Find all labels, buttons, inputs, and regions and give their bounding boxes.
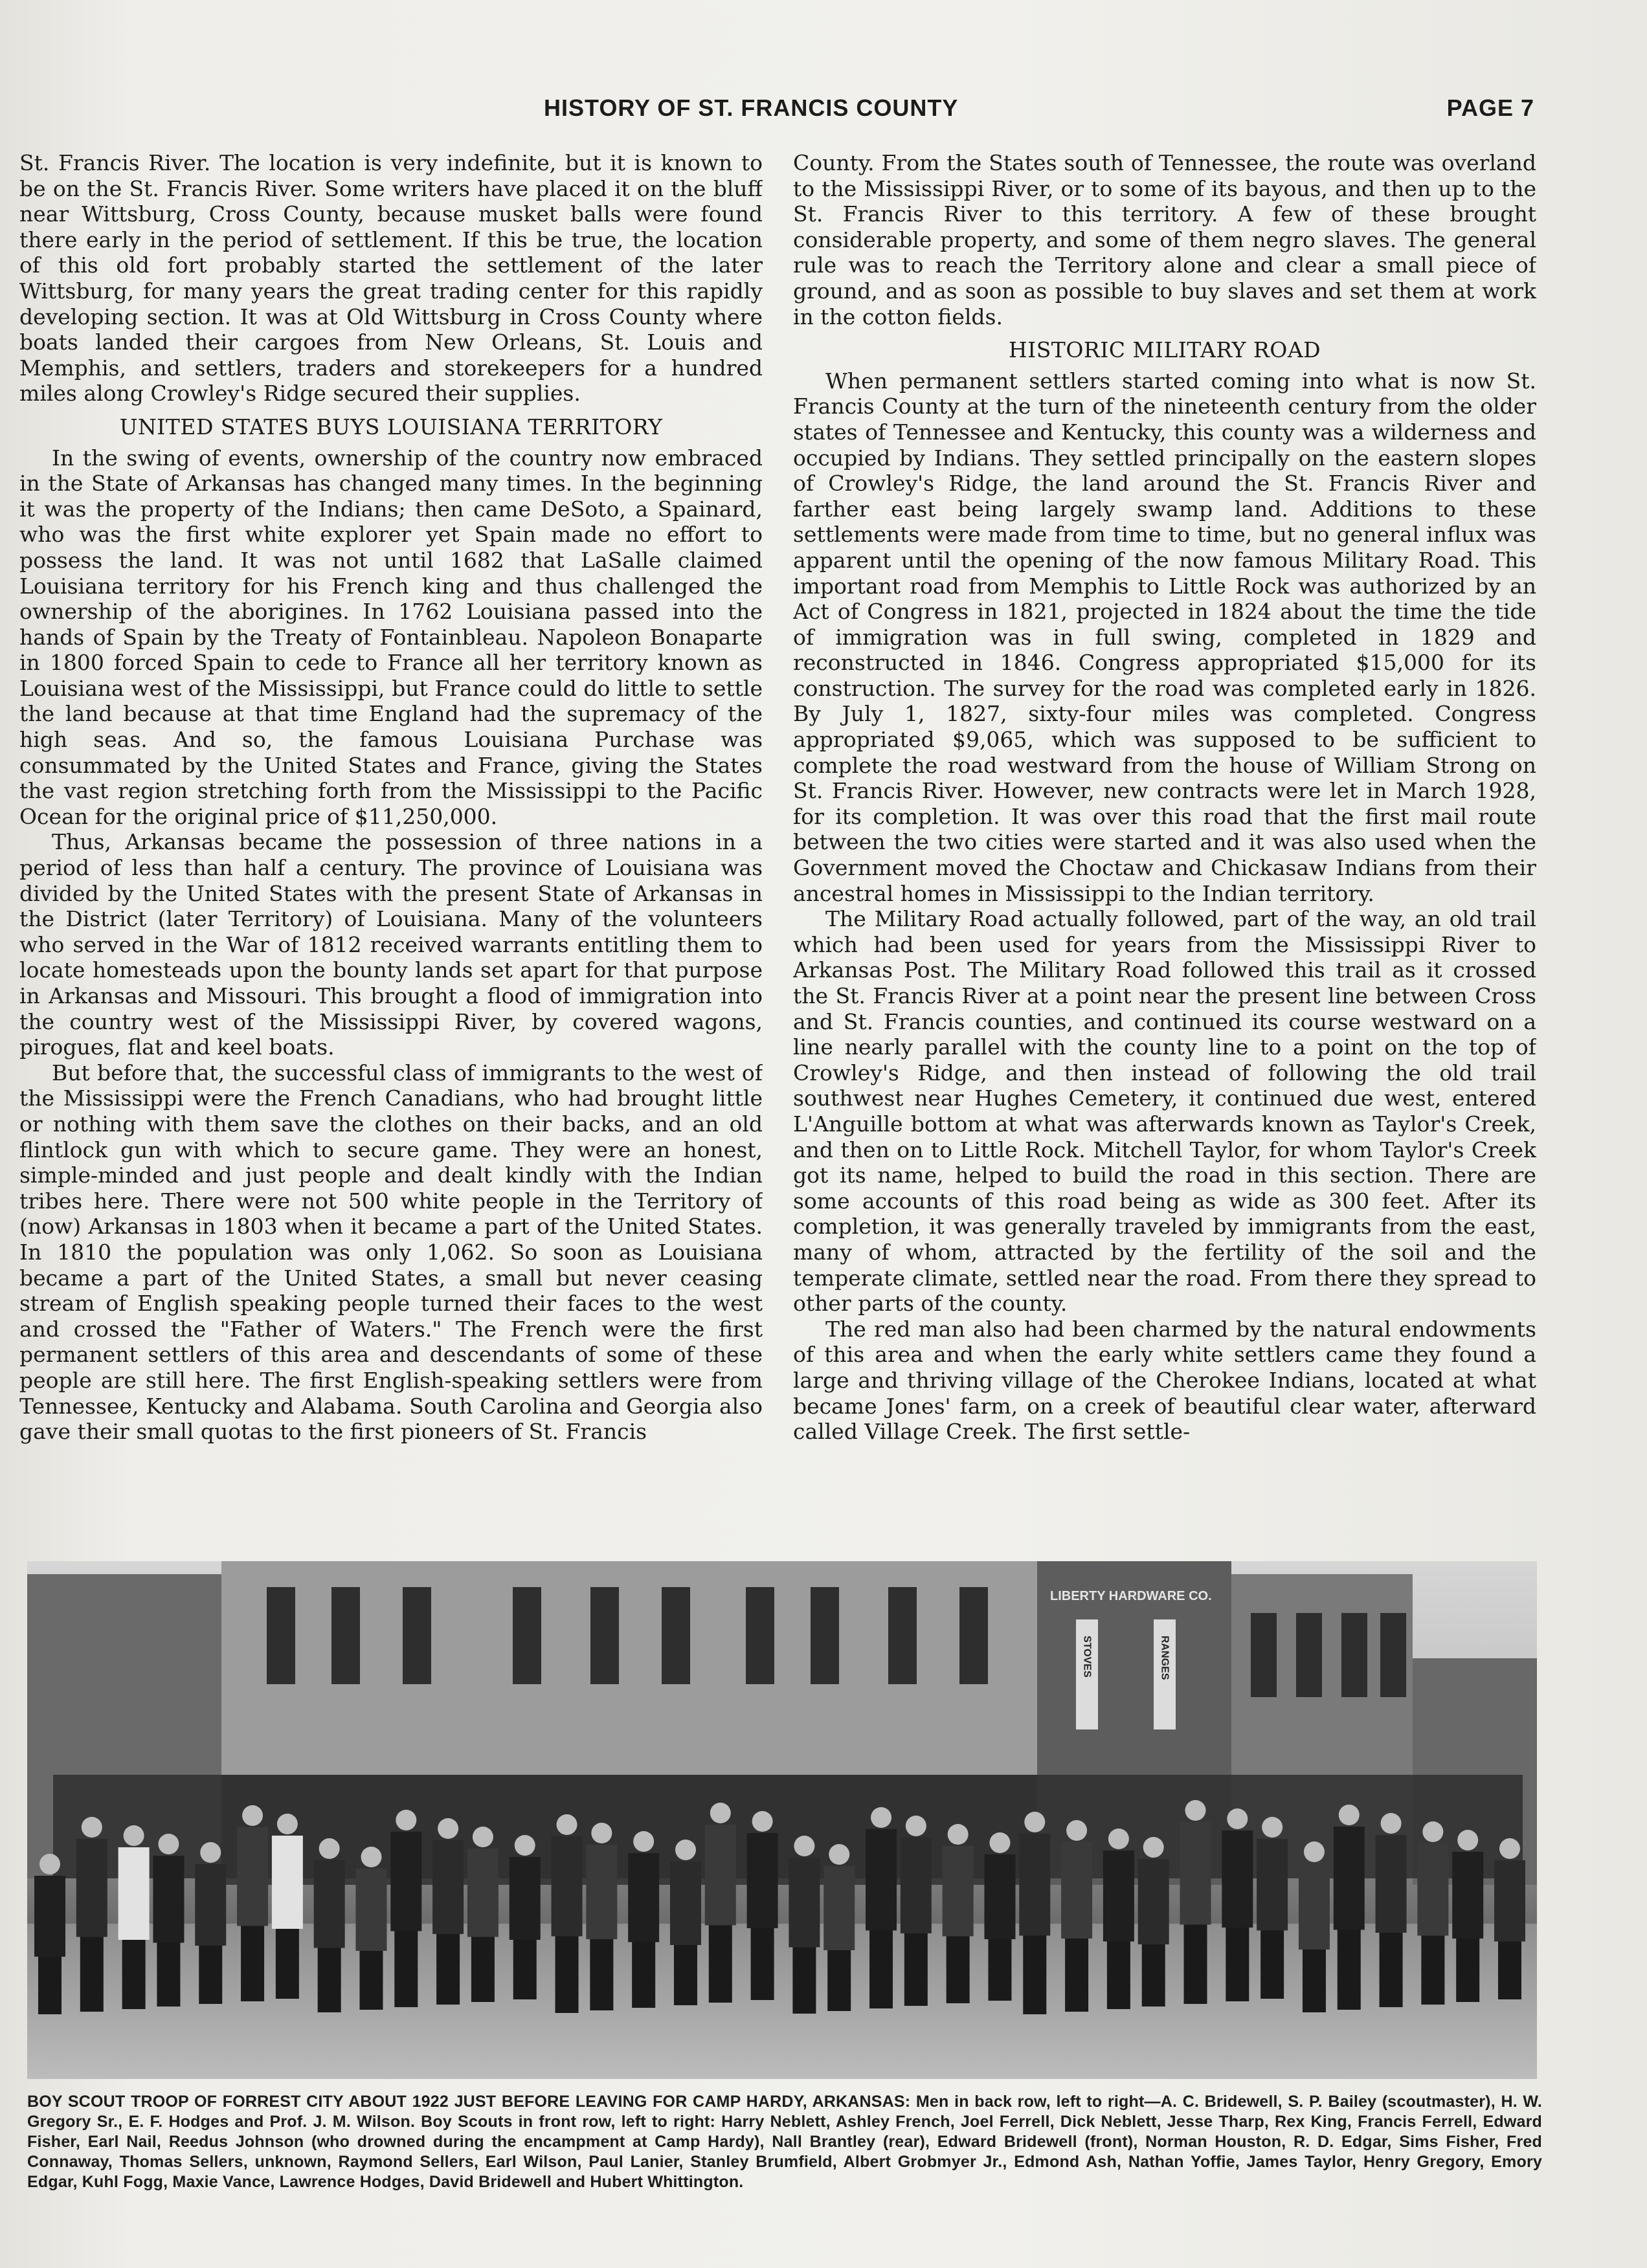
paragraph: The Military Road actually followed, part of the way, an old trail which had been used for years from the Mississippi River to Arkansas Post. The Military Road followed this trail as it crossed the St. Francis River at a point near the present line between Cross and St. Francis counties, and continued its course westward on a line nearly parallel with the county line to a point on the top of Crowley's Ridge, and then instead of following the old trail southwest near Hughes Cemetery, it continued due west, entered L'Anguille bottom at what was afterwards known as Taylor's Creek, and then on to Little Rock. Mitchell Taylor, for whom Taylor's Creek got its name, helped to build the road in this section. There are some accounts of this road being as wide as 300 feet. After its completion, it was generally traveled by immigrants from the east, many of whom, attracted by the fertility of the soil and the temperate climate, settled near the road. From there they spread to other parts of the county. — [793, 906, 1536, 1317]
boy-scout-troop-photo — [27, 1561, 1537, 2079]
scout-figure — [1299, 1841, 1330, 2012]
scout-figure — [1061, 1820, 1092, 2012]
scout-figure — [153, 1834, 184, 2007]
scout-figure — [1334, 1805, 1365, 2010]
scout-figure — [1138, 1837, 1169, 2007]
scout-figure — [1222, 1808, 1253, 2001]
scout-figure — [824, 1844, 855, 2011]
page-header — [19, 89, 1534, 128]
photo-caption: BOY SCOUT TROOP OF FORREST CITY ABOUT 1922 JUST BEFORE LEAVING FOR CAMP HARDY, ARKANSAS: Men in back row, left to right—A. C. Bridewell, S. P. Bailey (scoutmaster), H. W. Gregory Sr., E. F. Hodges and Prof. J. M. Wilson. Boy Scouts in front row, left to right: Harry Neblett, Ashley French, Joel Ferrell, Dick Neblett, Jesse Tharp, Rex King, Francis Ferrell, Edward Fisher, Earl Nail, Reedus Johnson (who drowned during the encampment at Camp Hardy), Nall Brantley (rear), Edward Bridewell (front), Norman Houston, R. D. Edgar, Sims Fisher, Fred Connaway, Thomas Sellers, unknown, Raymond Sellers, Earl Wilson, Paul Lanier, Stanley Brumfield, Albert Grobmyer Jr., Edmond Ash, Nathan Yoffie, James Taylor, Henry Gregory, Emory Edgar, Kuhl Fogg, Maxie Vance, Lawrence Hodges, David Bridewell and Hubert Whittington. — [27, 2093, 1542, 2191]
scout-figure — [1417, 1821, 1448, 2005]
paragraph: But before that, the successful class of immigrants to the west of the Mississippi were the French Canadians, who had brought little or nothing with them save the clothes on their backs, and an old flintlock gun with which to secure game. They were an honest, simple-minded and just people and dealt kindly with the Indian tribes here. There were not 500 white people in the Territory of (now) Arkansas in 1803 when it became a part of the United States. In 1810 the population was only 1,062. So soon as Louisiana became a part of the United States, a small but never ceasing stream of English speaking people turned their faces to the west and crossed the "Father of Waters." The French were the first permanent settlers of this area and descendants of some of these people are still here. The first English-speaking settlers were from Tennessee, Kentucky and Alabama. South Carolina and Georgia also gave their small quotas to the first pioneers of St. Francis — [19, 1060, 763, 1445]
scout-figure — [34, 1854, 65, 2014]
photo-illustration — [27, 1561, 1537, 2079]
scout-figure — [1376, 1813, 1407, 2007]
scout-figure — [118, 1825, 150, 2009]
scout-figure — [195, 1842, 226, 2004]
scout-figure — [1257, 1817, 1288, 1999]
scout-figure — [789, 1836, 820, 2014]
scout-figure — [866, 1807, 897, 2008]
running-title: HISTORY OF ST. FRANCIS COUNTY — [544, 94, 959, 121]
store-sign: LIBERTY HARDWARE CO. — [1050, 1589, 1212, 1603]
scout-figure — [586, 1823, 617, 2010]
scout-figure — [984, 1832, 1015, 2001]
scout-figure — [1180, 1800, 1211, 2004]
scout-figure — [943, 1824, 974, 2003]
left-column — [19, 150, 763, 1529]
scout-figure — [628, 1831, 659, 2008]
scout-figure — [747, 1811, 778, 2000]
stoves-sign: STOVES — [1081, 1636, 1093, 1678]
scout-figure — [237, 1805, 268, 2001]
page-number: PAGE 7 — [1446, 94, 1534, 121]
paragraph: When permanent settlers started coming into what is now St. Francis County at the turn of the nineteenth century from the older states of Tennessee and Kentucky, this county was a wilderness and occupied by Indians. They settled principally on the eastern slopes of Crowley's Ridge, the land around the St. Francis River and farther east being largely swamp land. Additions to these settlements were made from time to time, but no general influx was apparent until the opening of the now famous Military Road. This important road from Memphis to Little Rock was authorized by an Act of Congress in 1821, projected in 1824 about the time the tide of immigration was in full swing, completed in 1829 and reconstructed in 1846. Congress appropriated $15,000 for its construction. The survey for the road was completed early in 1826. By July 1, 1827, sixty-four miles was completed. Congress appropriated $9,065, which was supposed to be sufficient to complete the road westward from the house of William Strong on St. Francis River. However, new contracts were let in March 1928, for its completion. It was over this road that the first mail route between the two cities were started and it was also used when the Government moved the Choctaw and Chickasaw Indians from their ancestral homes in Mississippi to the Indian territory. — [793, 368, 1536, 906]
scout-figure — [510, 1835, 541, 1999]
scout-figure — [1452, 1830, 1483, 2002]
paragraph: In the swing of events, ownership of the country now embraced in the State of Arkansas has changed many times. In the beginning it was the property of the Indians; then came DeSoto, a Spainard, who was the first white explorer yet Spain made no effort to possess the land. It was not until 1682 that LaSalle claimed Louisiana territory for his French king and thus challenged the ownership of the aborigines. In 1762 Louisiana passed into the hands of Spain by the Treaty of Fontainbleau. Napoleon Bonaparte in 1800 forced Spain to cede to France all her territory known as Louisiana west of the Mississippi, but France could do little to settle the land because at that time England had the supremacy of the high seas. And so, the famous Louisiana Purchase was consummated by the United States and France, giving the States the vast region stretching forth from the Mississippi to the Pacific Ocean for the original price of $11,250,000. — [19, 445, 763, 829]
scout-figure — [76, 1817, 107, 2012]
scout-figure — [272, 1814, 303, 1999]
scout-figure — [670, 1840, 701, 2005]
scout-figure — [901, 1816, 932, 2006]
paragraph: St. Francis River. The location is very indefinite, but it is known to be on the St. Francis River. Some writers have placed it on the bluff near Wittsburg, Cross County, because musket balls were found there early in the period of settlement. If this be true, the location of this old fort probably started the settlement of the later Wittsburg, for many years the great trading center for this rapidly developing section. It was at Old Wittsburg in Cross County where boats landed their cargoes from New Orleans, St. Louis and Memphis, and settlers, traders and storekeepers for a hundred miles along Crowley's Ridge secured their supplies. — [19, 150, 763, 406]
scout-figure — [1494, 1838, 1525, 1999]
right-column — [793, 150, 1536, 1529]
scout-figure — [552, 1814, 583, 2013]
section-heading: UNITED STATES BUYS LOUISIANA TERRITORY — [119, 414, 663, 439]
paragraph: Thus, Arkansas became the possession of three nations in a period of less than half a century. The province of Louisiana was divided by the United States with the present State of Arkansas in the District (later Territory) of Louisiana. Many of the volunteers who served in the War of 1812 received warrants entitling them to locate homesteads upon the bounty lands set apart for that purpose in Arkansas and Missouri. This brought a flood of immigration into the country west of the Mississippi River, by covered wagons, pirogues, flat and keel boats. — [19, 829, 763, 1060]
scout-figure — [1103, 1829, 1134, 2009]
section-heading: HISTORIC MILITARY ROAD — [1008, 337, 1321, 363]
scout-figure — [355, 1847, 387, 2010]
scout-figure — [467, 1827, 499, 2002]
scout-figure — [1019, 1812, 1050, 2014]
scout-figure — [314, 1838, 345, 2012]
paragraph: County. From the States south of Tennessee, the route was overland to the Mississippi River, or to some of its bayous, and then up to the St. Francis River to this territory. A few of these brought considerable property, and some of them negro slaves. The general rule was to reach the Territory alone and clear a small piece of ground, and as soon as possible to buy slaves and set them at work in the cotton fields. — [793, 150, 1536, 329]
paragraph: The red man also had been charmed by the natural endowments of this area and when the early white settlers came they found a large and thriving village of the Cherokee Indians, located at what became Jones' farm, on a creek of beautiful clear water, afterward called Village Creek. The first settle- — [793, 1316, 1536, 1445]
ranges-sign: RANGES — [1159, 1636, 1171, 1680]
scout-figure — [432, 1818, 464, 2005]
scout-figure — [705, 1803, 736, 2003]
scout-figure — [390, 1810, 421, 2007]
